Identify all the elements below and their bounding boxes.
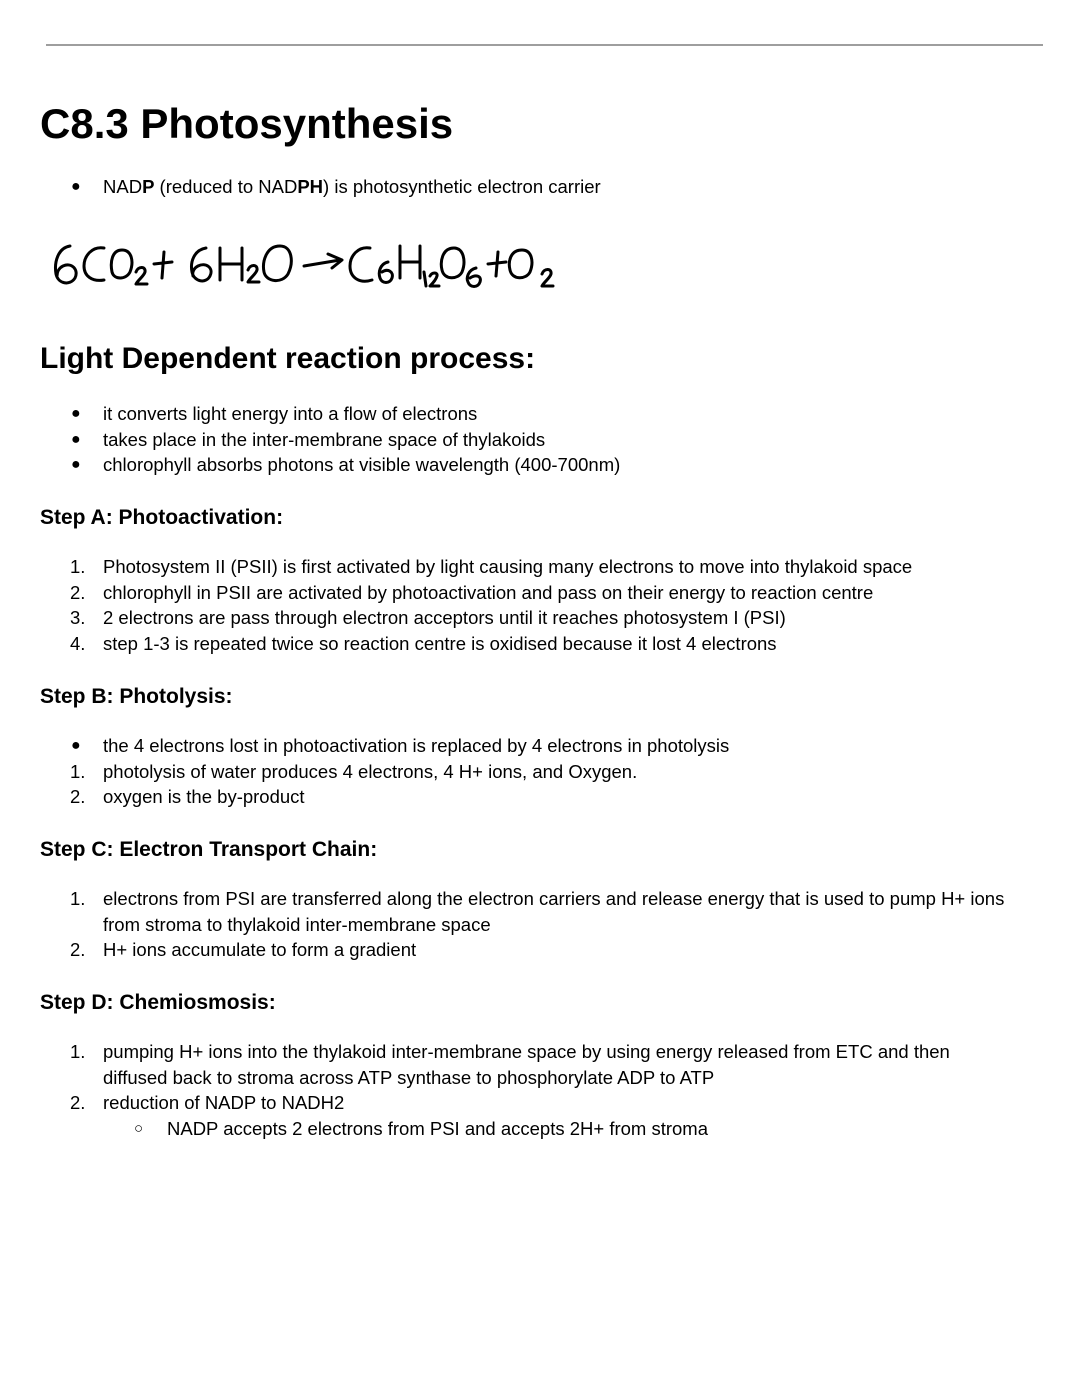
list-item: 4. step 1-3 is repeated twice so reaction centre is oxidised because it lost 4 electrons [70,633,777,655]
list-item [0,174,1013,200]
list-item: ● takes place in the inter-membrane space of thylakoids [0,427,1013,453]
bullet-icon: ● [71,456,81,474]
intro-text: NADP (reduced to NADPH) is photosynthetic electron carrier [103,176,601,197]
step-a-heading: Step A: Photoactivation: [40,506,284,529]
list-item: 2. chlorophyll in PSII are activated by photoactivation and pass on their energy to reaction centre [70,581,874,603]
bullet-icon: ● [71,737,81,754]
horizontal-rule [46,44,1043,46]
step-d-list [0,1039,1077,1142]
intro-list [0,174,1013,200]
equation-drawing [48,232,678,294]
page-title: C8.3 Photosynthesis [40,100,454,147]
list-item: 3. 2 electrons are pass through electron acceptors until it reaches photosystem I (PSI) [70,607,786,629]
list-item: 1. Photosystem II (PSII) is first activated by light causing many electrons to move into thylakoid space [70,556,913,577]
hollow-bullet-icon: ○ [134,1120,144,1138]
list-item: 2. H+ ions accumulate to form a gradient [70,939,417,961]
bullet-icon: ● [71,178,81,195]
section-heading-light-dependent: Light Dependent reaction process: [40,342,536,375]
list-item: ● the 4 electrons lost in photoactivation is replaced by 4 electrons in photolysis [0,733,1013,759]
bullet-icon: ● [71,430,81,448]
step-d-heading: Step D: Chemiosmosis: [40,991,276,1014]
step-a-list [0,554,1013,657]
list-item: ● it converts light energy into a flow of electrons [0,401,1013,427]
step-c-heading: Step C: Electron Transport Chain: [40,838,378,861]
step-c-list [0,886,1013,963]
handwritten-equation [48,232,678,294]
list-item: 2. oxygen is the by-product [70,786,305,808]
list-item: ● chlorophyll absorbs photons at visible wavelength (400-700nm) [0,452,1013,478]
list-item: 1. pumping H+ ions into the thylakoid inter-membrane space by using energy released from ETC and then diffused back to stroma across ATP synthase to phosphorylate ADP to ATP [70,1041,950,1088]
list-item: 2. reduction of NADP to NADH2 [70,1092,345,1114]
list-item: 1. electrons from PSI are transferred along the electron carriers and release energy that is used to pump H+ ions from stroma to thylakoid inter-membrane space [70,888,1005,935]
light-dependent-list [0,401,1013,478]
list-item: 1. photolysis of water produces 4 electrons, 4 H+ ions, and Oxygen. [70,760,638,782]
bullet-icon: ● [71,405,81,422]
sub-list-item: ○ NADP accepts 2 electrons from PSI and accepts 2H+ from stroma [0,1116,1077,1142]
step-b-list [0,733,1013,810]
step-b-heading: Step B: Photolysis: [40,685,233,708]
